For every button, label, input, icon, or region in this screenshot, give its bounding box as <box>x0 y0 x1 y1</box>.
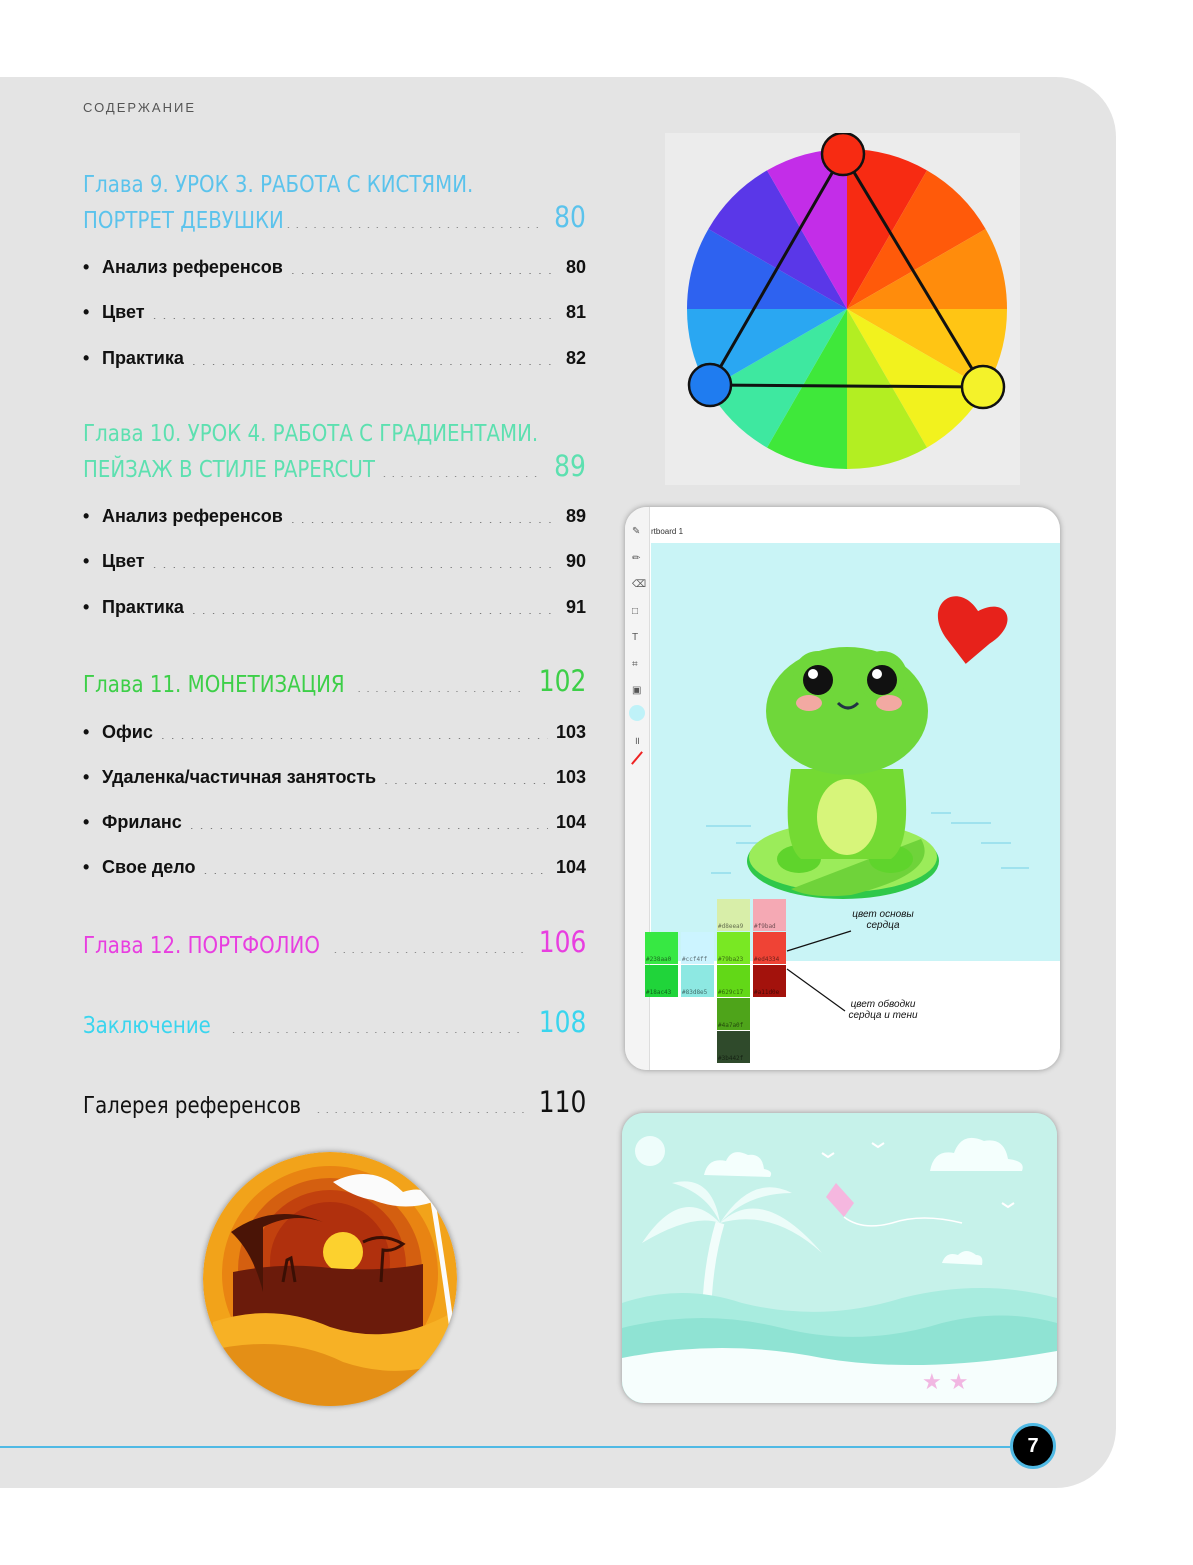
artboard-label: rtboard 1 <box>651 527 684 536</box>
chapter-title: Глава 12. ПОРТФОЛИО <box>83 933 320 959</box>
frog-artboard-screenshot <box>625 507 1060 1070</box>
swatch-hex: #3b442f <box>718 1055 744 1062</box>
leader-dots <box>384 772 548 784</box>
note-outline: цвет обводки сердца и тени <box>848 999 918 1021</box>
footer-line <box>0 1446 1010 1448</box>
color-swatch[interactable] <box>717 965 750 997</box>
toc-item-page: 103 <box>555 722 586 742</box>
swatch-hex: #238aa0 <box>646 956 672 963</box>
papercut-savanna-image <box>203 1152 457 1406</box>
color-swatch[interactable] <box>717 1031 750 1063</box>
toc-item-page: 91 <box>565 597 586 617</box>
swatch-hex: #ed4334 <box>754 956 780 963</box>
color-wheel-image <box>665 133 1020 485</box>
swatch-hex: #83d8e5 <box>682 989 708 996</box>
papercut-beach-image <box>622 1113 1057 1403</box>
annotation-arrows <box>785 917 855 1017</box>
color-swatch[interactable] <box>645 932 678 964</box>
chapter-title: Галерея референсов <box>83 1093 302 1119</box>
leader-dots <box>317 1101 525 1113</box>
leader-dots <box>287 216 544 228</box>
toc-item-label: Свое дело <box>102 857 196 877</box>
leader-dots <box>203 862 547 874</box>
color-swatch[interactable] <box>717 998 750 1030</box>
leader-dots <box>192 353 558 365</box>
toc-item-page: 103 <box>555 767 586 787</box>
leader-dots <box>334 941 525 953</box>
toc-item-label: Цвет <box>102 551 145 571</box>
toc-item-label: Анализ референсов <box>102 257 283 277</box>
color-swatch[interactable] <box>753 899 786 931</box>
toc-item-page: 82 <box>565 348 586 368</box>
section-label: СОДЕРЖАНИЕ <box>83 100 197 115</box>
toc-item-label: Фриланс <box>102 812 182 832</box>
leader-dots <box>153 307 558 319</box>
chapter-title: ПЕЙЗАЖ В СТИЛЕ PAPERCUT <box>83 457 375 483</box>
chapter-title: Глава 9. УРОК 3. РАБОТА С КИСТЯМИ. <box>83 172 474 198</box>
chapter-page: 80 <box>554 200 586 234</box>
color-swatch[interactable] <box>681 965 714 997</box>
pause-icon[interactable]: ॥ <box>634 736 640 747</box>
toc-item-label: Цвет <box>102 302 145 322</box>
savanna-illustration <box>203 1152 457 1406</box>
chapter-page: 102 <box>538 664 586 698</box>
chapter-page: 89 <box>554 449 586 483</box>
color-swatch[interactable] <box>717 932 750 964</box>
swatch-hex: #d8eea9 <box>718 923 744 930</box>
color-swatch[interactable] <box>753 932 786 964</box>
color-picker-icon[interactable] <box>629 705 645 721</box>
toc-item-page: 81 <box>565 302 586 322</box>
swatch-hex: #629c17 <box>718 989 744 996</box>
tool-icons[interactable]: ✎ ✏ ⌫ □ T ⌗ ▣ <box>632 526 647 696</box>
swatch-hex: #4a7a0f <box>718 1022 744 1029</box>
chapter-title: Заключение <box>83 1013 211 1039</box>
swatch-hex: #18ac43 <box>646 989 672 996</box>
leader-dots <box>161 727 548 739</box>
leader-dots <box>291 511 558 523</box>
swatch-hex: #a11d0e <box>754 989 780 996</box>
beach-illustration <box>622 1113 1057 1403</box>
color-swatch[interactable] <box>717 899 750 931</box>
color-wheel-illustration <box>665 133 1020 485</box>
color-swatch[interactable] <box>645 965 678 997</box>
toc-item-page: 104 <box>555 857 586 877</box>
leader-dots <box>382 465 543 477</box>
toc-item-page: 104 <box>555 812 586 832</box>
chapter-title: Глава 11. МОНЕТИЗАЦИЯ <box>83 672 345 698</box>
toc-item-label: Практика <box>102 348 184 368</box>
chapter-title: Глава 10. УРОК 4. РАБОТА С ГРАДИЕНТАМИ. <box>83 421 539 447</box>
color-swatch[interactable] <box>681 932 714 964</box>
leader-dots <box>153 556 558 568</box>
toc-item-label: Анализ референсов <box>102 506 283 526</box>
toc-item-label: Офис <box>102 722 153 742</box>
toc-item-label: Удаленка/частичная занятость <box>102 767 377 787</box>
leader-dots <box>291 262 558 274</box>
leader-dots <box>190 817 548 829</box>
note-fill: цвет основы сердца <box>852 909 914 931</box>
leader-dots <box>192 602 558 614</box>
swatch-hex: #f9bad <box>754 923 776 930</box>
slash-icon[interactable] <box>631 751 643 765</box>
color-swatch[interactable] <box>753 965 786 997</box>
chapter-title: ПОРТРЕТ ДЕВУШКИ <box>83 208 284 234</box>
chapter-page: 110 <box>538 1085 586 1119</box>
toc-item-page: 80 <box>565 257 586 277</box>
toc-item-page: 90 <box>565 551 586 571</box>
chapter-page: 106 <box>538 925 586 959</box>
svg-text:★ ★: ★ ★ <box>922 1370 969 1395</box>
toc-item-page: 89 <box>565 506 586 526</box>
leader-dots <box>232 1021 525 1033</box>
toc-item-label: Практика <box>102 597 184 617</box>
chapter-page: 108 <box>538 1005 586 1039</box>
swatch-hex: #ccf4ff <box>682 956 708 963</box>
page-number: 7 <box>1010 1423 1056 1469</box>
swatch-hex: #79ba23 <box>718 956 744 963</box>
leader-dots <box>357 680 524 692</box>
